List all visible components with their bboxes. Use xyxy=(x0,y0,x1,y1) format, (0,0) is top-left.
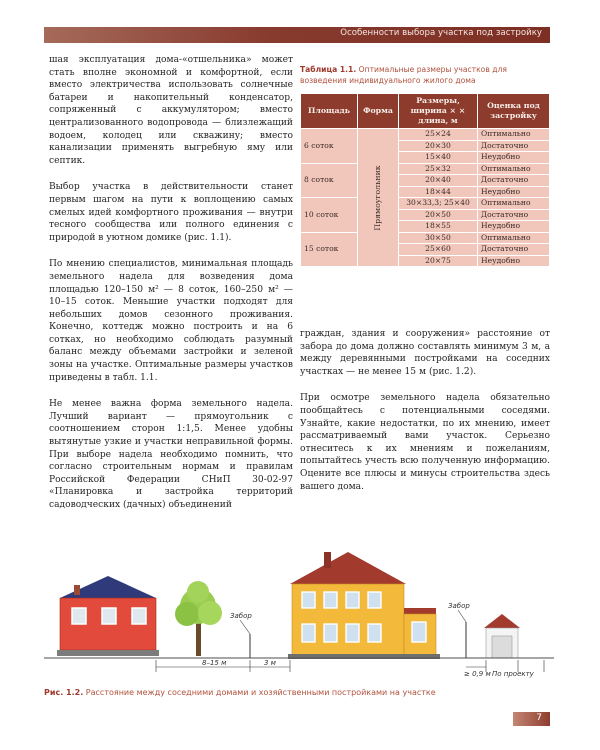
rating-cell: Неудобно xyxy=(477,221,549,233)
rating-cell: Оптимально xyxy=(477,198,549,210)
size-cell: 20×50 xyxy=(399,209,478,221)
garage-distance-label: ≥ 0,9 м xyxy=(464,670,491,678)
size-cell: 25×32 xyxy=(399,163,478,175)
main-house xyxy=(288,552,440,659)
paragraph: шая эксплуатация дома-«отшельника» может стать вполне экономной и комфортной, если вместо электричества использовать солнечные батареи и накопительный конденсатор, сопряженный с аккумулятором; вместо централизованного водопровода — близлежащий водоем, колодец или скважину; вместо канализации применять выгребную яму или септик. xyxy=(49,55,293,166)
size-cell: 30×50 xyxy=(399,232,478,244)
header-bar xyxy=(44,27,550,43)
table-caption-label: Таблица 1.1. xyxy=(300,65,357,74)
fence-distance-label: 3 м xyxy=(264,659,276,667)
size-cell: 18×55 xyxy=(399,221,478,233)
rating-cell: Достаточно xyxy=(477,244,549,256)
table-header: Форма xyxy=(358,94,399,129)
plot-sizes-table xyxy=(300,93,550,267)
rating-cell: Оптимально xyxy=(477,232,549,244)
area-cell: 10 соток xyxy=(301,198,358,233)
figure-caption xyxy=(44,688,436,697)
rating-cell: Оптимально xyxy=(477,163,549,175)
table-header: Площадь xyxy=(301,94,358,129)
size-cell: 18×44 xyxy=(399,186,478,198)
fence-label-right: Забор xyxy=(448,602,470,610)
table-caption-text: Оптимальные размеры участков для возведения индивидуального жилого дома xyxy=(300,65,507,85)
paragraph: Выбор участка в действительности станет первым шагом на пути к воплощению самых смелых идей комфортного проживания — внутри тесного сообщества или полного единения с природой в уютном домике (рис. 1.1). xyxy=(49,182,293,243)
size-cell: 20×30 xyxy=(399,140,478,152)
table-row xyxy=(301,198,550,210)
rating-cell: Достаточно xyxy=(477,209,549,221)
paragraph: При осмотре земельного надела обязательно пообщайтесь с потенциальными соседями. Узнайте, какие недостатки, по их мнению, имеет рассматриваемый вами участок. Серьезно отнеситесь к их мнениям и пожеланиям, попытайтесь учесть всю полученную информацию. Оцените все плюсы и минусы строительства здесь вашего дома. xyxy=(300,393,550,492)
left-column xyxy=(49,54,293,512)
neighbor-house xyxy=(57,576,159,656)
size-cell: 25×60 xyxy=(399,244,478,256)
size-cell: 15×40 xyxy=(399,152,478,164)
distance-illustration xyxy=(44,548,554,678)
size-cell: 20×75 xyxy=(399,255,478,267)
rating-cell: Неудобно xyxy=(477,186,549,198)
form-cell xyxy=(358,129,399,267)
page-number-bar xyxy=(513,712,550,726)
area-cell: 8 соток xyxy=(301,163,358,198)
rating-cell: Оптимально xyxy=(477,129,549,141)
table-row xyxy=(301,129,550,141)
paragraph: Не менее важна форма земельного надела. Лучший вариант — прямоугольник с соотношением сторон 1:1,5. Менее удобны вытянутые узкие и участки неправильной формы. При выборе надела необходимо помнить, что согласно строительным нормам и правилам Российской Федерации СНиП 30-02-97 «Планировка и застройка территорий садоводческих (дачных) объединений xyxy=(49,399,293,510)
figure-caption-label: Рис. 1.2. xyxy=(44,688,84,697)
area-cell: 15 соток xyxy=(301,232,358,267)
table-caption xyxy=(300,64,550,86)
tree xyxy=(175,581,222,656)
paragraph: По мнению специалистов, минимальная площадь земельного надела для возведения дома площадью 120–150 м² — 8 соток, 160–250 м² — 10–15 соток. Меньшие участки подходят для небольших домов сезонного проживания. Конечно, коттедж можно построить и на 6 сотках, но необходимо соблюдать разумный баланс между объемами застройки и зеленой зоны на участке. Оптимальные размеры участков приведены в табл. 1.1. xyxy=(49,259,293,383)
running-header: Особенности выбора участка под застройку xyxy=(340,28,542,38)
table-row xyxy=(301,163,550,175)
right-column xyxy=(300,328,550,493)
figure-caption-text: Расстояние между соседними домами и хозяйственными постройками на участке xyxy=(85,688,436,697)
project-distance-label: По проекту xyxy=(492,670,534,678)
fence-label-left: Забор xyxy=(230,612,252,620)
garage xyxy=(484,614,520,658)
size-cell: 30×33,3; 25×40 xyxy=(399,198,478,210)
paragraph: граждан, здания и сооружения» расстояние от забора до дома должно составлять минимум 3 м, а между деревянными постройками на соседних участках — не менее 15 м (рис. 1.2). xyxy=(300,329,550,377)
size-cell: 25×24 xyxy=(399,129,478,141)
rating-cell: Неудобно xyxy=(477,255,549,267)
size-cell: 20×40 xyxy=(399,175,478,187)
form-label: Прямоугольник xyxy=(372,164,382,231)
page-number: 7 xyxy=(536,713,542,723)
table-row xyxy=(301,232,550,244)
table-header: Оценка под застройку xyxy=(477,94,549,129)
table-header: Размеры, ширина × × длина, м xyxy=(399,94,478,129)
rating-cell: Неудобно xyxy=(477,152,549,164)
rating-cell: Достаточно xyxy=(477,175,549,187)
rating-cell: Достаточно xyxy=(477,140,549,152)
area-cell: 6 соток xyxy=(301,129,358,164)
houses-distance-label: 8–15 м xyxy=(202,659,227,667)
